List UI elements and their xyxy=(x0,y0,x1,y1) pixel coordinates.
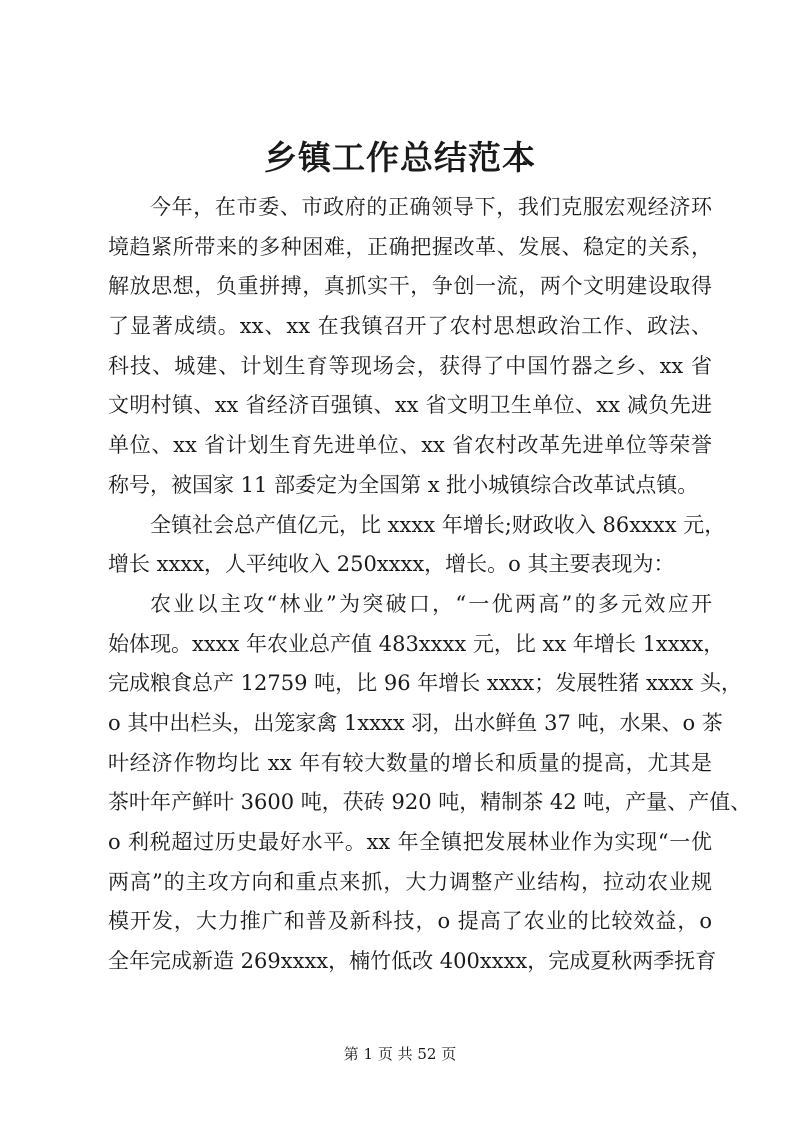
body-text-line: 增长 xxxx，人平纯收入 250xxxx，增长。o 其主要表现为： xyxy=(108,552,675,577)
body-text-line: o 利税超过历史最好水平。xx 年全镇把发展林业作为实现“一优 xyxy=(108,830,712,854)
body-text-line: 称号，被国家 11 部委定为全国第 x 批小城镇综合改革试点镇。 xyxy=(108,472,699,497)
body-text-line: 了显著成绩。xx、xx 在我镇召开了农村思想政治工作、政法、 xyxy=(108,314,712,339)
document-body xyxy=(108,188,752,982)
body-text-line: 文明村镇、xx 省经济百强镇、xx 省文明卫生单位、xx 减负先进 xyxy=(108,393,712,418)
body-text-line: 完成粮食总产 12759 吨，比 96 年增长 xxxx；发展牲猪 xxxx 头， xyxy=(108,671,742,696)
body-text-line: 全年完成新造 269xxxx，楠竹低改 400xxxx，完成夏秋两季抚育 xyxy=(108,949,717,974)
body-text-line: o 其中出栏头，出笼家禽 1xxxx 羽，出水鲜鱼 37 吨，水果、o 茶 xyxy=(108,710,723,735)
body-text-line: 模开发，大力推广和普及新科技，o 提高了农业的比较效益，o xyxy=(108,909,712,934)
document-title: 乡镇工作总结范本 xyxy=(264,138,536,177)
body-text-line: 科技、城建、计划生育等现场会，获得了中国竹器之乡、xx 省 xyxy=(108,353,712,378)
body-text-line: 今年，在市委、市政府的正确领导下，我们克服宏观经济环 xyxy=(150,195,712,219)
body-text-line: 境趋紧所带来的多种困难，正确把握改革、发展、稳定的关系， xyxy=(108,234,712,259)
body-text-line: 叶经济作物均比 xx 年有较大数量的增长和质量的提高，尤其是 xyxy=(108,750,712,775)
body-text-line: 农业以主攻“林业”为突破口，“一优两高”的多元效应开 xyxy=(150,591,712,616)
page-number-footer: 第 1 页 共 52 页 xyxy=(343,1045,457,1063)
body-text-line: 解放思想，负重拼搏，真抓实干，争创一流，两个文明建设取得 xyxy=(108,274,712,299)
body-text-line: 茶叶年产鲜叶 3600 吨，茯砖 920 吨，精制茶 42 吨，产量、产值、 xyxy=(108,790,752,815)
body-text-line: 两高”的主攻方向和重点来抓，大力调整产业结构，拉动农业规 xyxy=(108,869,712,894)
body-text-line: 全镇社会总产值亿元，比 xxxx 年增长;财政收入 86xxxx 元， xyxy=(150,512,726,537)
body-text-line: 单位、xx 省计划生育先进单位、xx 省农村改革先进单位等荣誉 xyxy=(108,433,712,458)
body-text-line: 始体现。xxxx 年农业总产值 483xxxx 元，比 xx 年增长 1xxxx， xyxy=(108,631,725,656)
